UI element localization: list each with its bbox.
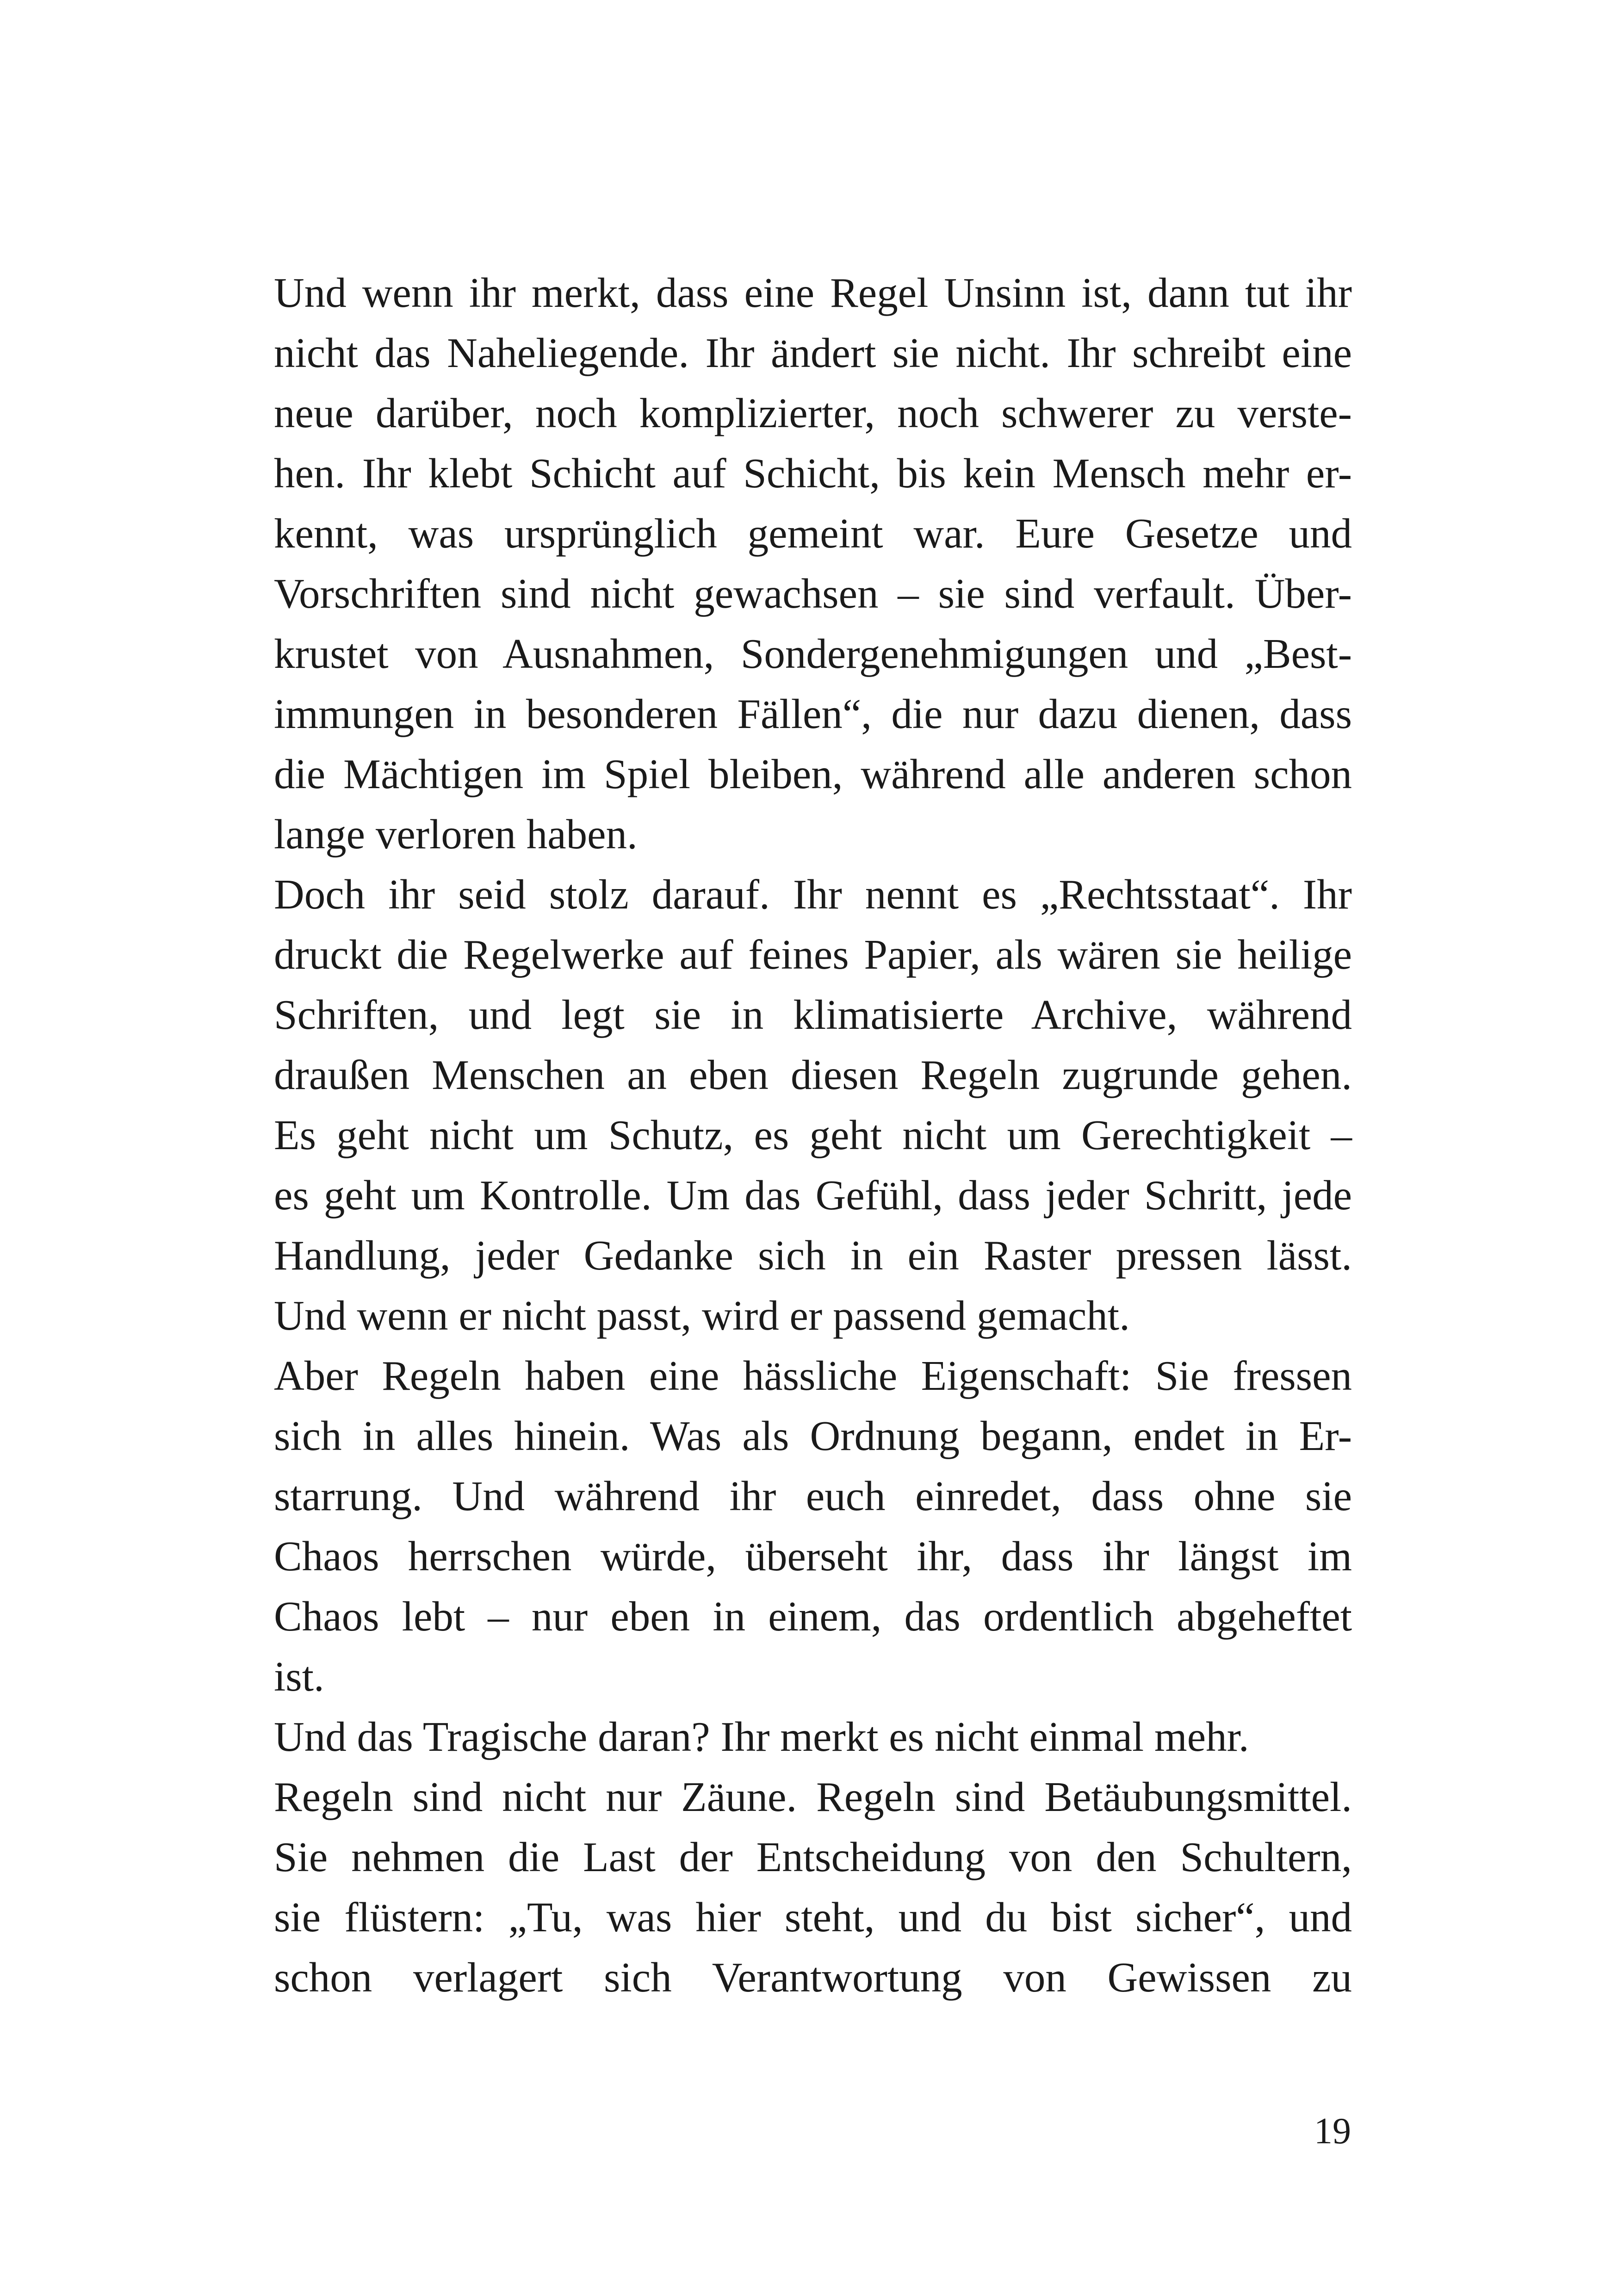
text-line: Und wenn ihr merkt, dass eine Regel Unsinn ist, dann tut ihr — [274, 269, 1352, 316]
text-line: immungen in besonderen Fällen“, die nur dazu dienen, dass — [274, 691, 1352, 737]
text-line: kennt, was ursprünglich gemeint war. Eure Gesetze und — [274, 510, 1352, 557]
text-line: lange verloren haben. — [274, 811, 638, 858]
text-line: starrung. Und während ihr euch einredet, dass ohne sie — [274, 1473, 1352, 1519]
text-line: neue darüber, noch komplizierter, noch schwerer zu verste- — [274, 390, 1352, 436]
text-line: Sie nehmen die Last der Entscheidung von den Schultern, — [274, 1834, 1352, 1880]
text-line: Handlung, jeder Gedanke sich in ein Raster pressen lässt. — [274, 1232, 1352, 1279]
page-number: 19 — [1314, 2111, 1351, 2152]
text-line: Und wenn er nicht passt, wird er passend gemacht. — [274, 1292, 1130, 1339]
text-line: Vorschriften sind nicht gewachsen – sie sind verfault. Über- — [274, 570, 1352, 617]
text-line: schon verlagert sich Verantwortung von Gewissen zu — [274, 1954, 1352, 2001]
text-line: Aber Regeln haben eine hässliche Eigenschaft: Sie fressen — [274, 1352, 1352, 1399]
text-line: Chaos herrschen würde, überseht ihr, dass ihr längst im — [274, 1533, 1352, 1580]
text-line: Schriften, und legt sie in klimatisierte Archive, während — [274, 991, 1352, 1038]
text-line: Doch ihr seid stolz darauf. Ihr nennt es „Rechtsstaat“. Ihr — [274, 871, 1352, 918]
text-line: sie flüstern: „Tu, was hier steht, und du bist sicher“, und — [274, 1894, 1352, 1941]
text-line: Chaos lebt – nur eben in einem, das ordentlich abgeheftet — [274, 1593, 1352, 1640]
text-line: nicht das Naheliegende. Ihr ändert sie nicht. Ihr schreibt eine — [274, 330, 1352, 376]
text-line: druckt die Regelwerke auf feines Papier, als wären sie heilige — [274, 931, 1352, 978]
text-line: sich in alles hinein. Was als Ordnung begann, endet in Er- — [274, 1412, 1352, 1459]
body-text — [274, 263, 1352, 2008]
text-line: Es geht nicht um Schutz, es geht nicht um Gerechtigkeit – — [274, 1112, 1352, 1158]
text-line: krustet von Ausnahmen, Sondergenehmigungen und „Best- — [274, 630, 1352, 677]
text-line: Und das Tragische daran? Ihr merkt es nicht einmal mehr. — [274, 1713, 1249, 1760]
text-line: hen. Ihr klebt Schicht auf Schicht, bis kein Mensch mehr er- — [274, 450, 1352, 497]
text-line: ist. — [274, 1653, 324, 1700]
text-line: es geht um Kontrolle. Um das Gefühl, dass jeder Schritt, jede — [274, 1172, 1352, 1219]
text-line: Regeln sind nicht nur Zäune. Regeln sind Betäubungsmittel. — [274, 1773, 1352, 1820]
text-line: draußen Menschen an eben diesen Regeln zugrunde gehen. — [274, 1052, 1352, 1098]
text-line: die Mächtigen im Spiel bleiben, während alle anderen schon — [274, 751, 1352, 797]
